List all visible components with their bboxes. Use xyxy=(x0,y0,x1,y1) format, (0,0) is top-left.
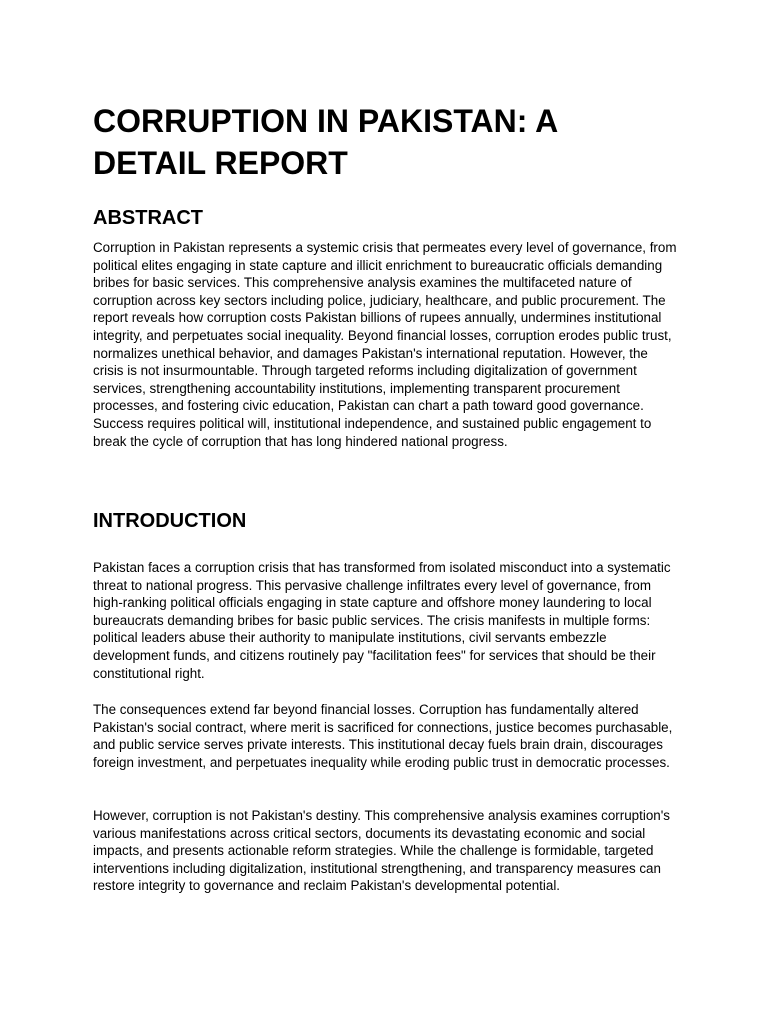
introduction-heading: INTRODUCTION xyxy=(93,510,247,532)
introduction-paragraph-1: Pakistan faces a corruption crisis that has transformed from isolated misconduct into a systematic threat to national progress. This pervasive challenge infiltrates every level of governance, from high-ranking political officials engaging in state capture and offshore money laundering to local bureaucrats demanding bribes for basic public services. The crisis manifests in multiple forms: political leaders abuse their authority to manipulate institutions, civil servants embezzle development funds, and citizens routinely pay "facilitation fees" for services that should be their constitutional right. xyxy=(93,560,671,681)
introduction-paragraph-2: The consequences extend far beyond financial losses. Corruption has fundamentally altered Pakistan's social contract, where merit is sacrificed for connections, justice becomes purchasable, and public service serves private interests. This institutional decay fuels brain drain, discourages foreign investment, and perpetuates inequality while eroding public trust in democratic processes. xyxy=(93,702,673,770)
abstract-heading: ABSTRACT xyxy=(93,207,203,229)
abstract-text: Corruption in Pakistan represents a systemic crisis that permeates every level of governance, from political elites engaging in state capture and illicit enrichment to bureaucratic officials demanding bribes for basic services. This comprehensive analysis examines the multifaceted nature of corruption across key sectors including police, judiciary, healthcare, and public procurement. The report reveals how corruption costs Pakistan billions of rupees annually, undermines institutional integrity, and perpetuates social inequality. Beyond financial losses, corruption erodes public trust, normalizes unethical behavior, and damages Pakistan's international reputation. However, the crisis is not insurmountable. Through targeted reforms including digitalization of government services, strengthening accountability institutions, implementing transparent procurement processes, and fostering civic education, Pakistan can chart a path toward good governance. Success requires political will, institutional independence, and sustained public engagement to break the cycle of corruption that has long hindered national progress. xyxy=(93,240,677,449)
document-title: CORRUPTION IN PAKISTAN: A DETAIL REPORT xyxy=(93,103,557,181)
introduction-paragraph-3: However, corruption is not Pakistan's destiny. This comprehensive analysis examines corruption's various manifestations across critical sectors, documents its devastating economic and social impacts, and presents actionable reform strategies. While the challenge is formidable, targeted interventions including digitalization, institutional strengthening, and transparency measures can restore integrity to governance and reclaim Pakistan's developmental potential. xyxy=(93,808,670,894)
